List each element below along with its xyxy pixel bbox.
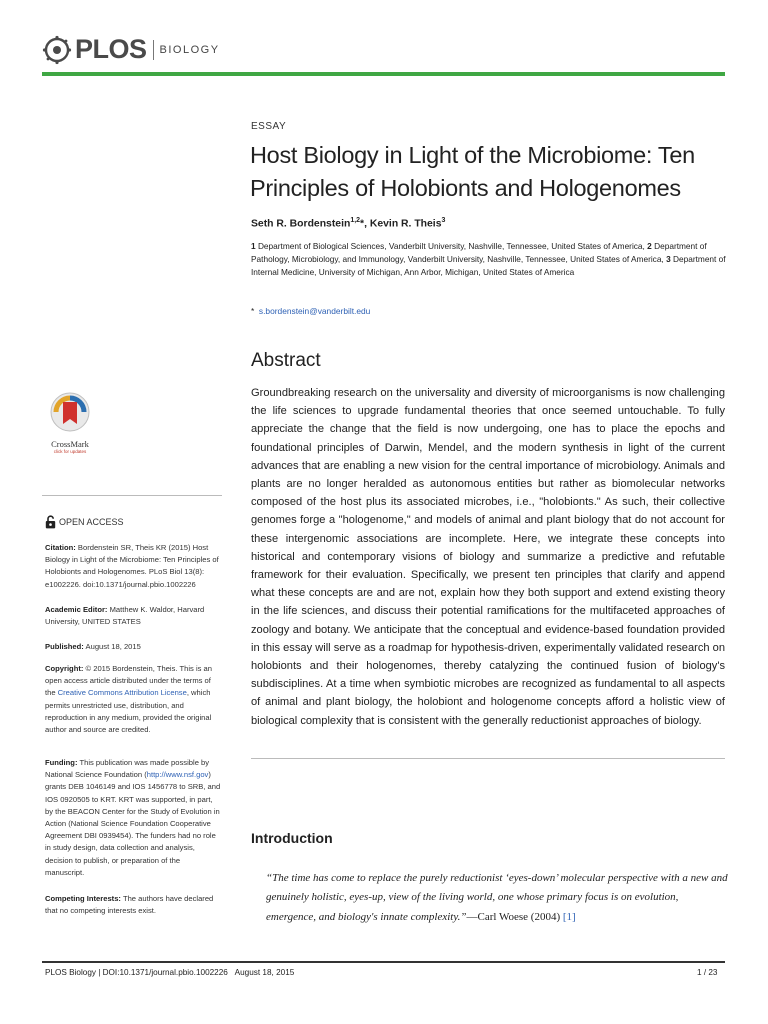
abstract-text: Groundbreaking research on the universality and diversity of microorganisms is now challenging the life sciences to upgrade fundamental theories that once seemed untouchable. To fully appreciate the change that the field is now undergoing, one has to place the epochs and foundational principles of Darwin, Mendel, and the modern synthesis in light of the current advances that are enabling a new vision for the central importance of microbiology. Animals and plants are no longer heralded as autonomous entities but rather as biomolecular networks composed of the host plus its associated microbes, i.e., "holobionts." As such, their collective genomes forge a "hologenome," and models of animal and plant biology that do not account for these intergenomic associations are incomplete. Here, we integrate these concepts into historical and contemporary visions of biology and summarize a predictive and refutable framework for their evaluation. Specifically, we present ten principles that clarify and append what these concepts are and are not, explain how they both support and extend existing theory in the life sciences, and discuss their potential ramifications for the multifaceted approaches of zoology and botany. We anticipate that the conceptual and evidence-based foundation provided in this essay will serve as a roadmap for hypothesis-driven, experimentally validated research on holobionts and their hologenomes, thereby catalyzing the continued fusion of biology's subdisciplines. At a time when symbiotic microbes are recognized as fundamental to all aspects of animal and plant biology, the holobiont and hologenome concepts afford a holistic view of biological complexity that is consistent with the generally reductionist approaches of biology. xyxy=(251,387,725,727)
published-date: August 18, 2015 xyxy=(85,642,141,651)
author-name[interactable]: Kevin R. Theis xyxy=(369,218,442,230)
article-title: Host Biology in Light of the Microbiome: Ten Principles of Holobionts and Hologenomes xyxy=(250,142,695,201)
competing-interests-block xyxy=(45,893,221,917)
page-number: 1 / 23 xyxy=(697,968,718,977)
correspondence-mark: * xyxy=(251,306,255,316)
publisher-name: PLOS xyxy=(75,34,147,64)
logo-divider xyxy=(153,40,154,60)
abstract-heading: Abstract xyxy=(251,350,321,371)
correspondence xyxy=(251,306,370,316)
copyright-text-tail: , which permits unrestricted use, distribution, and reproduction in any medium, provided the original author and source are credited. xyxy=(45,688,212,735)
published-label: Published: xyxy=(45,642,84,651)
copyright-block xyxy=(45,663,221,736)
footer-date: August 18, 2015 xyxy=(234,968,295,977)
reference-link[interactable]: [1] xyxy=(562,910,576,923)
citation-block xyxy=(45,542,221,591)
published-block xyxy=(45,641,221,653)
article-type: ESSAY xyxy=(251,121,287,132)
funding-block xyxy=(45,757,221,879)
journal-name: BIOLOGY xyxy=(159,43,220,56)
affiliation-number: 3 xyxy=(666,254,671,264)
epigraph-quote xyxy=(266,869,728,927)
crossmark-sublabel: click for updates xyxy=(53,449,87,454)
funding-text: This publication was made possible by National Science Foundation ( xyxy=(45,758,210,780)
affiliation-text: Department of Pathology, Microbiology, and Immunology, Vanderbilt University, Nashville, Tennessee, United States of America, xyxy=(251,241,707,264)
plos-logo-icon xyxy=(42,35,72,65)
footer-citation xyxy=(45,968,294,977)
affiliation-text: Department of Biological Sciences, Vanderbilt University, Nashville, Tennessee, United States of America, xyxy=(257,241,645,251)
author-affil-sup: 1,2 xyxy=(350,217,361,224)
open-access-badge xyxy=(45,515,124,529)
competing-text: The authors have declared that no competing interests exist. xyxy=(45,894,214,916)
affiliations xyxy=(251,240,729,279)
affiliation-number: 2 xyxy=(647,241,652,251)
editor-text: Matthew K. Waldor, Harvard University, UNITED STATES xyxy=(45,605,205,627)
funding-label: Funding: xyxy=(45,758,78,767)
author-list: Seth R. Bordenstein$^{1,2}$*, Kevin R. Theis$^3$ xyxy=(251,217,446,230)
nsf-link[interactable]: http://www.nsf.gov xyxy=(146,770,209,780)
introduction-heading: Introduction xyxy=(251,830,333,846)
crossmark-label: CrossMark xyxy=(51,439,89,449)
editor-label: Academic Editor: xyxy=(45,605,108,614)
quote-attribution: —Carl Woese (2004) xyxy=(466,910,563,923)
author-affil-sup: 3 xyxy=(441,217,446,224)
academic-editor-block xyxy=(45,604,221,628)
header-rule xyxy=(42,72,725,76)
crossmark-icon xyxy=(50,392,90,432)
corresponding-mark: * xyxy=(360,218,365,230)
affiliation-number: 1 xyxy=(251,241,256,251)
sidebar-divider xyxy=(42,495,222,496)
plos-biology-logo[interactable] xyxy=(42,34,220,65)
quote-text: “The time has come to replace the purely reductionist ‘eyes-down’ molecular perspective with a new and genuinely holistic, eyes-up, view of the living world, one whose primary focus is on evolution, emergence, and biology's innate complexity.” xyxy=(266,872,728,923)
open-access-label: OPEN ACCESS xyxy=(59,517,124,527)
open-lock-icon xyxy=(45,515,56,529)
copyright-label: Copyright: xyxy=(45,664,84,673)
crossmark-badge[interactable] xyxy=(42,392,98,454)
citation-text: Bordenstein SR, Theis KR (2015) Host Biology in Light of the Microbiome: Ten Principles of Holobionts and Hologenomes. PLoS Biol 13(8): e1002226. doi:10.1371/journal.pbio.1002226 xyxy=(45,543,219,589)
email-link[interactable]: s.bordenstein@vanderbilt.edu xyxy=(258,306,371,316)
competing-label: Competing Interests: xyxy=(45,894,121,903)
license-link[interactable]: Creative Commons Attribution License xyxy=(57,688,187,698)
citation-label: Citation: xyxy=(45,543,76,552)
abstract-divider xyxy=(251,758,725,759)
footer-rule xyxy=(42,961,725,963)
copyright-text: © 2015 Bordenstein, Theis. This is an open access article distributed under the terms of the xyxy=(45,664,212,698)
author-name[interactable]: Seth R. Bordenstein xyxy=(251,218,351,230)
funding-text-tail: ) grants DEB 1046149 and IOS 1456778 to SRB, and IOS 0920505 to KRT. KRT was supported, in part, by the BEACON Center for the Study of Evolution in Action (National Science Foundation Cooperative Agreement DBI 0939454). The funders had no role in study design, data collection and analysis, decision to publish, or preparation of the manuscript. xyxy=(45,770,221,877)
affiliation-text: Department of Internal Medicine, University of Michigan, Ann Arbor, Michigan, United States of America xyxy=(251,254,726,277)
footer-doi: PLOS Biology | DOI:10.1371/journal.pbio.1002226 xyxy=(45,968,228,977)
